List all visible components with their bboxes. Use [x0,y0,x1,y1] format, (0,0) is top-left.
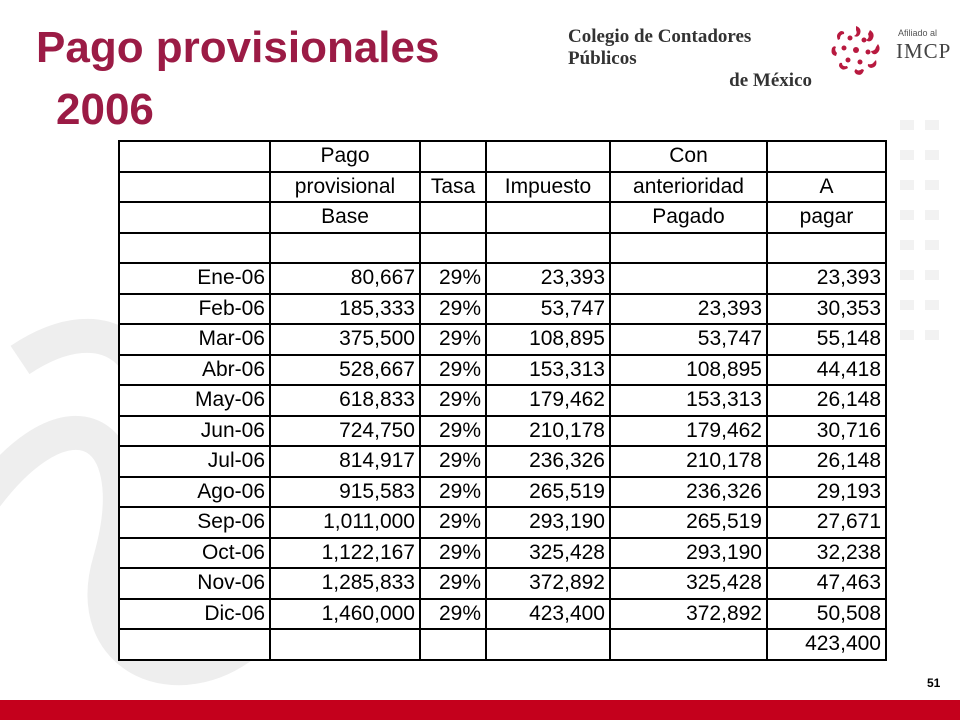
header-cell: Con [610,141,767,172]
spacer-row [119,233,886,264]
org-name-line1: Colegio de Contadores Públicos [568,26,752,69]
total-cell [610,629,767,660]
prior-paid-cell: 265,519 [610,507,767,538]
table-row [119,507,886,538]
page-number: 51 [927,676,941,690]
header-cell: pagar [767,202,886,233]
amount-due-cell: 50,508 [767,599,886,630]
provisional-payments-table [118,140,887,661]
tax-cell: 108,895 [486,324,610,355]
imcp-logo-icon [826,22,890,80]
tax-cell: 23,393 [486,263,610,294]
month-cell: Ene-06 [119,263,270,294]
base-cell: 185,333 [270,294,420,325]
rate-cell: 29% [420,538,486,569]
prior-paid-cell: 325,428 [610,568,767,599]
month-cell: Mar-06 [119,324,270,355]
header-cell [420,141,486,172]
tax-cell: 423,400 [486,599,610,630]
rate-cell: 29% [420,385,486,416]
amount-due-cell: 47,463 [767,568,886,599]
affiliation-label: Afiliado al [898,28,938,38]
month-cell: Feb-06 [119,294,270,325]
table-row [119,477,886,508]
header-cell [486,202,610,233]
rate-cell: 29% [420,263,486,294]
base-cell: 1,460,000 [270,599,420,630]
header-cell: Pagado [610,202,767,233]
prior-paid-cell: 236,326 [610,477,767,508]
amount-due-cell: 32,238 [767,538,886,569]
prior-paid-cell: 210,178 [610,446,767,477]
header-row [119,141,886,172]
amount-due-cell: 26,148 [767,446,886,477]
rate-cell: 29% [420,507,486,538]
base-cell: 1,011,000 [270,507,420,538]
header-cell [420,202,486,233]
tax-cell: 293,190 [486,507,610,538]
header-cell: provisional [270,172,420,203]
total-row [119,629,886,660]
organization-name [568,26,818,92]
total-cell [420,629,486,660]
header-cell: Pago [270,141,420,172]
rate-cell: 29% [420,355,486,386]
tax-cell: 325,428 [486,538,610,569]
org-name-line2: de México [729,70,812,91]
table-row [119,599,886,630]
base-cell: 618,833 [270,385,420,416]
base-cell: 915,583 [270,477,420,508]
tax-cell: 53,747 [486,294,610,325]
base-cell: 724,750 [270,416,420,447]
data-rows [119,263,886,629]
header-cell: anterioridad [610,172,767,203]
amount-due-cell: 44,418 [767,355,886,386]
header-row [119,172,886,203]
table-row [119,538,886,569]
base-cell: 1,122,167 [270,538,420,569]
footer-bar [0,700,960,720]
prior-paid-cell: 372,892 [610,599,767,630]
tax-cell: 372,892 [486,568,610,599]
base-cell: 1,285,833 [270,568,420,599]
table-row [119,446,886,477]
amount-due-cell: 27,671 [767,507,886,538]
prior-paid-cell: 293,190 [610,538,767,569]
tax-cell: 265,519 [486,477,610,508]
imcp-acronym: IMCP [896,39,952,63]
table-row [119,355,886,386]
amount-due-cell: 30,716 [767,416,886,447]
table-row [119,568,886,599]
prior-paid-cell: 53,747 [610,324,767,355]
header-cell [767,141,886,172]
table-row [119,263,886,294]
slide-title: Pago provisionales [36,23,440,72]
header-cell: Base [270,202,420,233]
amount-due-cell: 26,148 [767,385,886,416]
month-cell: Nov-06 [119,568,270,599]
total-cell [119,629,270,660]
amount-due-cell: 30,353 [767,294,886,325]
total-cell [270,629,420,660]
amount-due-cell: 29,193 [767,477,886,508]
header-cell [119,141,270,172]
prior-paid-cell: 23,393 [610,294,767,325]
table-row [119,294,886,325]
amount-due-cell: 55,148 [767,324,886,355]
month-cell: Jun-06 [119,416,270,447]
prior-paid-cell [610,263,767,294]
header-cell [486,141,610,172]
total-cell [486,629,610,660]
tax-cell: 236,326 [486,446,610,477]
header-cell: Tasa [420,172,486,203]
total-a-pagar: 423,400 [767,629,886,660]
month-cell: Sep-06 [119,507,270,538]
tax-cell: 210,178 [486,416,610,447]
month-cell: Abr-06 [119,355,270,386]
base-cell: 375,500 [270,324,420,355]
amount-due-cell: 23,393 [767,263,886,294]
rate-cell: 29% [420,599,486,630]
rate-cell: 29% [420,568,486,599]
base-cell: 528,667 [270,355,420,386]
table-row [119,416,886,447]
base-cell: 80,667 [270,263,420,294]
month-cell: Dic-06 [119,599,270,630]
prior-paid-cell: 179,462 [610,416,767,447]
table-row [119,385,886,416]
month-cell: Oct-06 [119,538,270,569]
month-cell: May-06 [119,385,270,416]
header-cell: Impuesto [486,172,610,203]
prior-paid-cell: 153,313 [610,385,767,416]
prior-paid-cell: 108,895 [610,355,767,386]
rate-cell: 29% [420,446,486,477]
base-cell: 814,917 [270,446,420,477]
header-cell [119,202,270,233]
rate-cell: 29% [420,294,486,325]
table-row [119,324,886,355]
header-row [119,202,886,233]
month-cell: Ago-06 [119,477,270,508]
rate-cell: 29% [420,324,486,355]
tax-cell: 153,313 [486,355,610,386]
rate-cell: 29% [420,416,486,447]
header-cell: A [767,172,886,203]
month-cell: Jul-06 [119,446,270,477]
rate-cell: 29% [420,477,486,508]
header-cell [119,172,270,203]
slide-year: 2006 [56,85,154,134]
tax-cell: 179,462 [486,385,610,416]
